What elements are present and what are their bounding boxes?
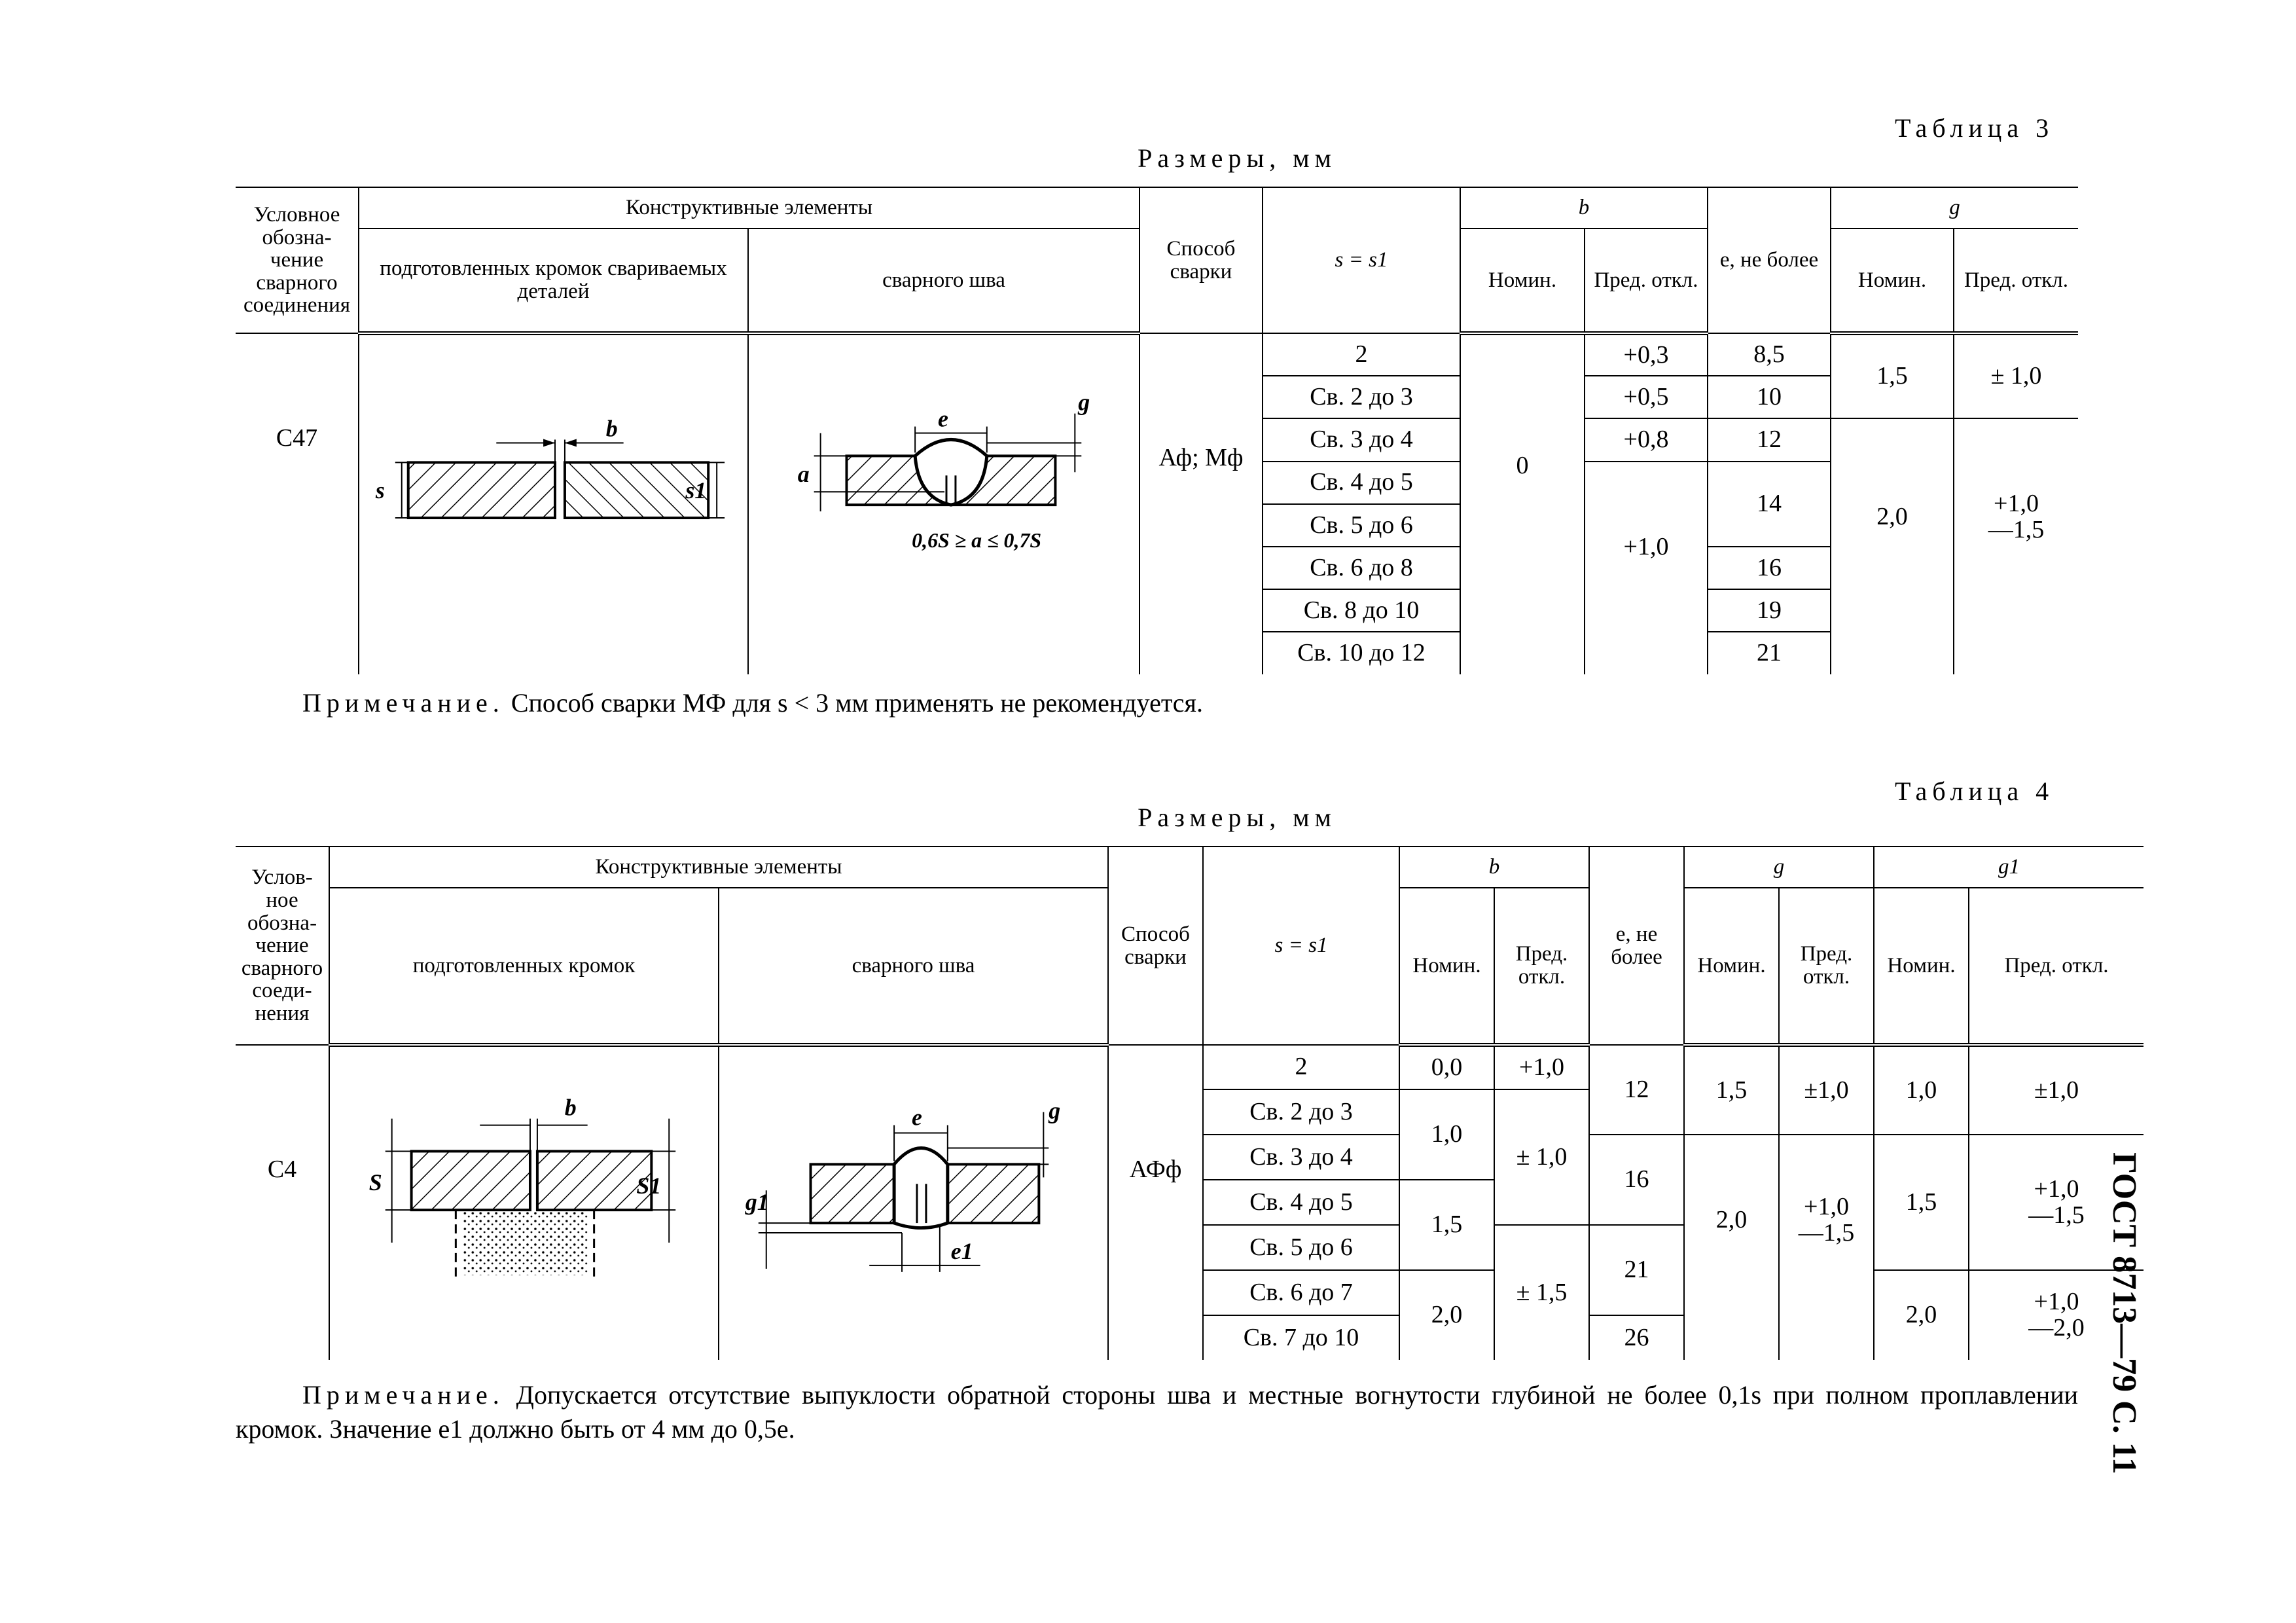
t4-note-text: Допускается отсутствие выпуклости обратной стороны шва и местные вогнутости глубиной не более 0,1s при полном проплавлении кромок. Значение e1 должно быть от 4 мм до 0,5e. (236, 1380, 2079, 1444)
t4-g1-dev-2-minus: —2,0 (2028, 1314, 2085, 1342)
t4-hdr-b: b (1399, 847, 1589, 888)
t3-g-dev-1 (1954, 418, 2078, 674)
t3-e-1: 10 (1708, 376, 1831, 418)
t4-hdr-g1-nom: Номин. (1874, 888, 1969, 1045)
t4-b-nom-3: 2,0 (1399, 1270, 1494, 1360)
t3-note-text: Способ сварки МФ для s < 3 мм применять не рекомендуется. (511, 688, 1203, 718)
t4-note (236, 1378, 2078, 1446)
t3-hdr-g: g (1831, 187, 2078, 228)
t3-s-2: Св. 3 до 4 (1263, 418, 1460, 462)
t3-label-a: a (797, 461, 810, 488)
t4-b-dev-2: ± 1,5 (1494, 1225, 1589, 1360)
t4-s-1: Св. 2 до 3 (1203, 1089, 1399, 1135)
t4-g-dev-0: ±1,0 (1779, 1045, 1874, 1135)
t3-sketch-prepared (359, 333, 748, 674)
t3-e-6: 21 (1708, 632, 1831, 674)
t3-s-6: Св. 8 до 10 (1263, 589, 1460, 632)
t4-hdr-designation: Услов-ное обозна-чение сварного соеди-нения (236, 847, 329, 1045)
t4-note-prefix: Примечание. (302, 1380, 505, 1410)
t4-g-nom-1: 2,0 (1684, 1135, 1779, 1360)
t3-e-0: 8,5 (1708, 333, 1831, 376)
table4-caption: Таблица 4 (1895, 776, 2054, 806)
table3-heading: Размеры, мм (1138, 143, 1336, 173)
t4-prepared-drawing (330, 1047, 718, 1360)
t4-b-nom-1: 1,0 (1399, 1089, 1494, 1180)
t4-g1-nom-2: 2,0 (1874, 1270, 1969, 1360)
t4-sketch-weld (719, 1045, 1108, 1360)
t4-hdr-g-dev: Пред. откл. (1779, 888, 1874, 1045)
t3-g-dev-1-minus: —1,5 (1988, 515, 2045, 543)
t4-hdr-e: e, не более (1589, 847, 1684, 1045)
table4 (236, 846, 2144, 1360)
t3-s-4: Св. 5 до 6 (1263, 504, 1460, 547)
t3-e-2: 12 (1708, 418, 1831, 462)
t3-b-dev-2: +0,8 (1585, 418, 1708, 462)
t4-hdr-prepared: подготовленных кромок (329, 888, 719, 1045)
t4-label-b: b (564, 1094, 577, 1121)
t3-method: Аф; Мф (1139, 333, 1263, 674)
t4-s-0: 2 (1203, 1045, 1399, 1089)
t3-hdr-g-nom: Номин. (1831, 228, 1954, 333)
t4-e-3: 26 (1589, 1315, 1684, 1360)
table3 (236, 187, 2078, 674)
t3-label-s1: s1 (685, 477, 707, 504)
t4-hdr-g: g (1684, 847, 1874, 888)
t4-s-3: Св. 4 до 5 (1203, 1180, 1399, 1225)
t4-hdr-b-dev: Пред. откл. (1494, 888, 1589, 1045)
t4-e-0: 12 (1589, 1045, 1684, 1135)
t4-g1-dev-1-minus: —1,5 (2028, 1201, 2085, 1229)
t4-g1-dev-0: ±1,0 (1969, 1045, 2144, 1135)
t4-s-5: Св. 6 до 7 (1203, 1270, 1399, 1315)
t3-weld-drawing (749, 335, 1139, 674)
t4-e-2: 21 (1589, 1225, 1684, 1315)
t3-s-5: Св. 6 до 8 (1263, 547, 1460, 589)
t4-g-nom-0: 1,5 (1684, 1045, 1779, 1135)
t3-s-1: Св. 2 до 3 (1263, 376, 1460, 418)
t3-b-dev-0: +0,3 (1585, 333, 1708, 376)
t3-hdr-b: b (1460, 187, 1708, 228)
t3-g-nom-1: 2,0 (1831, 418, 1954, 674)
t4-hdr-method: Способ сварки (1108, 847, 1203, 1045)
t3-hdr-e: e, не более (1708, 187, 1831, 333)
t4-label-s: S (368, 1169, 382, 1196)
t4-weld-drawing (719, 1047, 1107, 1360)
t3-prepared-drawing (359, 335, 747, 674)
t3-label-g: g (1078, 389, 1090, 416)
t3-note-prefix: Примечание. (302, 688, 505, 718)
t3-e-3: 14 (1708, 462, 1831, 547)
t4-label-e1: e1 (950, 1237, 973, 1264)
t3-hdr-designation: Условное обозна-чение сварного соединения (236, 187, 359, 333)
t3-hdr-g-dev: Пред. откл. (1954, 228, 2078, 333)
t4-label-e: e (912, 1104, 922, 1131)
t3-s-3: Св. 4 до 5 (1263, 462, 1460, 505)
t3-hdr-elements: Конструктивные элементы (359, 187, 1139, 228)
t4-e-1: 16 (1589, 1135, 1684, 1225)
t4-hdr-s: s = s1 (1203, 847, 1399, 1045)
side-label: ГОСТ 8713—79 С. 11 (2106, 1152, 2143, 1474)
t4-g1-dev-1-plus: +1,0 (2034, 1175, 2079, 1203)
t4-b-dev-1: ± 1,0 (1494, 1089, 1589, 1225)
t4-method: АФф (1108, 1045, 1203, 1360)
t3-note (302, 686, 2070, 720)
t3-label-s: s (375, 477, 385, 504)
t3-s-0: 2 (1263, 333, 1460, 376)
t3-label-formula: 0,6S ≥ a ≤ 0,7S (912, 528, 1042, 552)
t3-hdr-b-dev: Пред. откл. (1585, 228, 1708, 333)
t4-hdr-g1: g1 (1874, 847, 2144, 888)
t3-b-dev-1: +0,5 (1585, 376, 1708, 418)
t4-hdr-b-nom: Номин. (1399, 888, 1494, 1045)
t3-hdr-prepared: подготовленных кромок свариваемых деталей (359, 228, 748, 333)
table3-caption: Таблица 3 (1895, 113, 2054, 143)
t4-hdr-g1-dev: Пред. откл. (1969, 888, 2144, 1045)
t3-sketch-weld (748, 333, 1139, 674)
t4-label-g1: g1 (745, 1189, 769, 1216)
t3-g-dev-0: ± 1,0 (1954, 333, 2078, 418)
t4-hdr-elements: Конструктивные элементы (329, 847, 1108, 888)
t3-b-dev-3: +1,0 (1585, 462, 1708, 675)
t3-hdr-s: s = s1 (1263, 187, 1460, 333)
t3-s-7: Св. 10 до 12 (1263, 632, 1460, 674)
t4-s-2: Св. 3 до 4 (1203, 1135, 1399, 1180)
t4-label-s1: S1 (636, 1173, 662, 1199)
t4-g1-nom-0: 1,0 (1874, 1045, 1969, 1135)
t4-s-4: Св. 5 до 6 (1203, 1225, 1399, 1270)
t3-g-dev-1-plus: +1,0 (1994, 490, 2039, 517)
t4-hdr-weld: сварного шва (719, 888, 1108, 1045)
t4-b-nom-0: 0,0 (1399, 1045, 1494, 1089)
t4-b-nom-2: 1,5 (1399, 1180, 1494, 1270)
t4-g-dev-1 (1779, 1135, 1874, 1360)
t3-g-nom-0: 1,5 (1831, 333, 1954, 418)
t3-e-5: 19 (1708, 589, 1831, 632)
t4-s-6: Св. 7 до 10 (1203, 1315, 1399, 1360)
t4-hdr-g-nom: Номин. (1684, 888, 1779, 1045)
t3-hdr-b-nom: Номин. (1460, 228, 1585, 333)
t3-b-nom: 0 (1460, 333, 1585, 674)
t3-e-4: 16 (1708, 547, 1831, 589)
table4-heading: Размеры, мм (1138, 803, 1336, 832)
t4-b-dev-0: +1,0 (1494, 1045, 1589, 1089)
t4-sketch-prepared (329, 1045, 719, 1360)
t4-g-dev-1-minus: —1,5 (1798, 1218, 1855, 1247)
t4-g-dev-1-plus: +1,0 (1804, 1193, 1849, 1221)
t3-hdr-method: Способ сварки (1139, 187, 1263, 333)
t3-label-e: e (938, 405, 948, 432)
t3-hdr-weld: сварного шва (748, 228, 1139, 333)
t3-designation: С47 (236, 333, 359, 674)
t4-designation: С4 (236, 1045, 329, 1360)
t3-label-b: b (605, 415, 618, 442)
t4-label-g: g (1049, 1097, 1061, 1124)
t4-g1-dev-2-plus: +1,0 (2034, 1288, 2079, 1316)
t4-g1-nom-1: 1,5 (1874, 1135, 1969, 1270)
